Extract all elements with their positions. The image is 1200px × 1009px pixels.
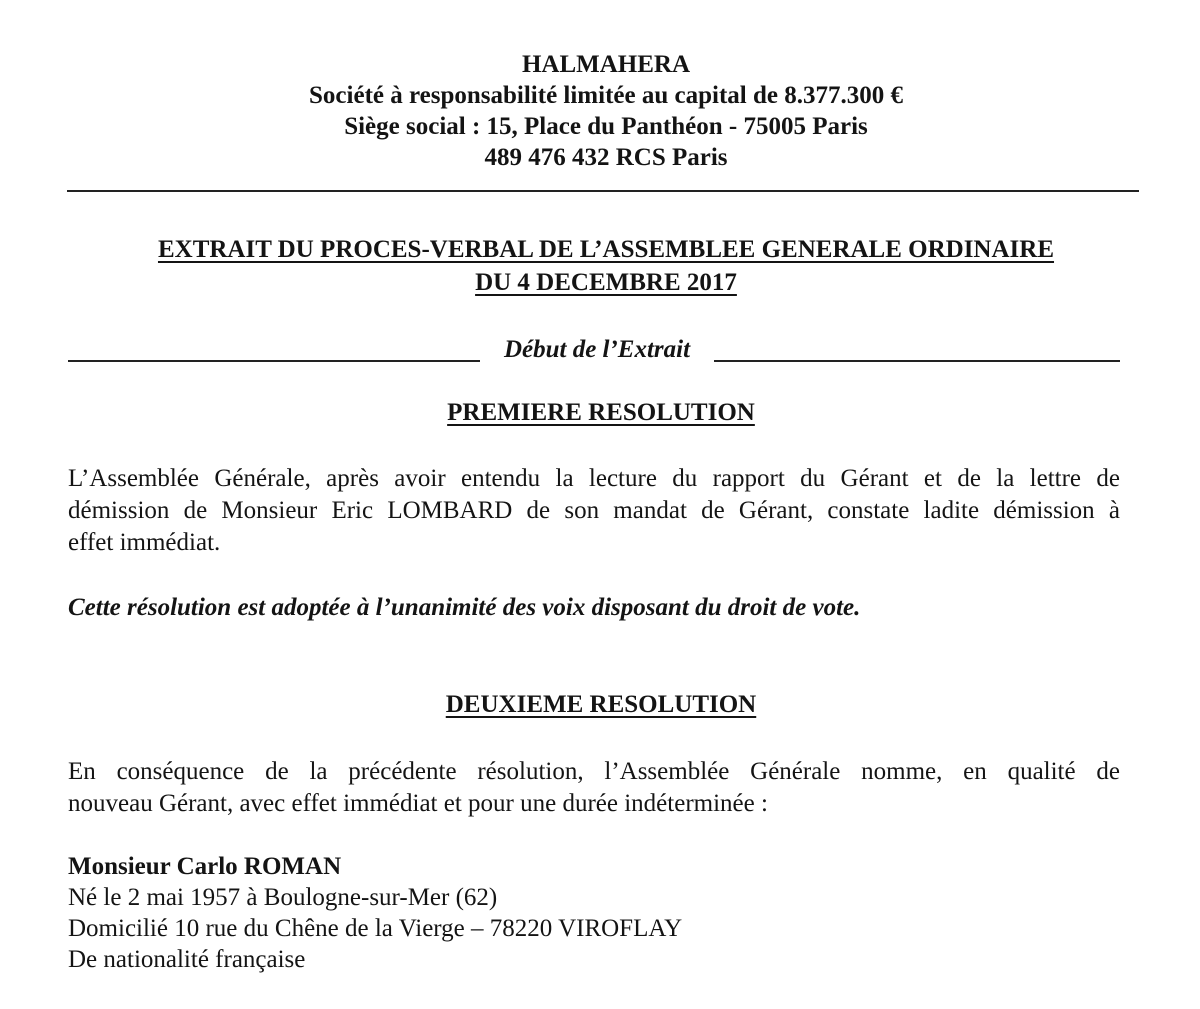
appointee-block bbox=[68, 851, 968, 975]
resolution-2-heading-text: DEUXIEME RESOLUTION bbox=[445, 691, 757, 718]
resolution-1-line: effet immédiat. bbox=[68, 529, 221, 556]
header-divider bbox=[67, 190, 1139, 192]
extract-start-rule-left bbox=[68, 360, 480, 362]
company-address: Siège social : 15, Place du Panthéon - 75005 Paris bbox=[344, 113, 868, 140]
extract-start-marker bbox=[68, 333, 1120, 367]
appointee-name: Monsieur Carlo ROMAN bbox=[68, 853, 342, 880]
resolution-1-line: démission de Monsieur Eric LOMBARD de son mandat de Gérant, constate ladite démission à bbox=[68, 497, 1120, 524]
appointee-birth: Né le 2 mai 1957 à Boulogne-sur-Mer (62) bbox=[68, 884, 498, 911]
resolution-2-body bbox=[68, 756, 1120, 820]
resolution-1-vote: Cette résolution est adoptée à l’unanimité des voix disposant du droit de vote. bbox=[68, 594, 861, 621]
resolution-1-heading-text: PREMIERE RESOLUTION bbox=[447, 399, 755, 426]
extract-start-label: Début de l’Extrait bbox=[503, 336, 691, 363]
extract-start-rule-right bbox=[714, 360, 1120, 362]
appointee-nationality: De nationalité française bbox=[68, 946, 306, 973]
resolution-1-body bbox=[68, 463, 1120, 559]
resolution-2-heading bbox=[0, 689, 1200, 721]
document-title bbox=[0, 233, 1200, 299]
resolution-1-line: L’Assemblée Générale, après avoir entendu la lecture du rapport du Gérant et de la lettre de bbox=[68, 465, 1120, 492]
company-header bbox=[0, 49, 1200, 173]
company-name: HALMAHERA bbox=[521, 51, 691, 78]
document-title-line-1: EXTRAIT DU PROCES-VERBAL DE L’ASSEMBLEE GENERALE ORDINAIRE bbox=[157, 236, 1055, 263]
resolution-1-heading bbox=[0, 397, 1200, 429]
resolution-2-line: En conséquence de la précédente résolution, l’Assemblée Générale nomme, en qualité de bbox=[68, 758, 1120, 785]
appointee-address: Domicilié 10 rue du Chêne de la Vierge – 78220 VIROFLAY bbox=[68, 915, 683, 942]
resolution-2-line: nouveau Gérant, avec effet immédiat et pour une durée indéterminée : bbox=[68, 790, 768, 817]
company-registration: 489 476 432 RCS Paris bbox=[484, 144, 728, 171]
document-title-line-2: DU 4 DECEMBRE 2017 bbox=[475, 269, 737, 296]
company-legal-form: Société à responsabilité limitée au capital de 8.377.300 € bbox=[309, 82, 903, 109]
